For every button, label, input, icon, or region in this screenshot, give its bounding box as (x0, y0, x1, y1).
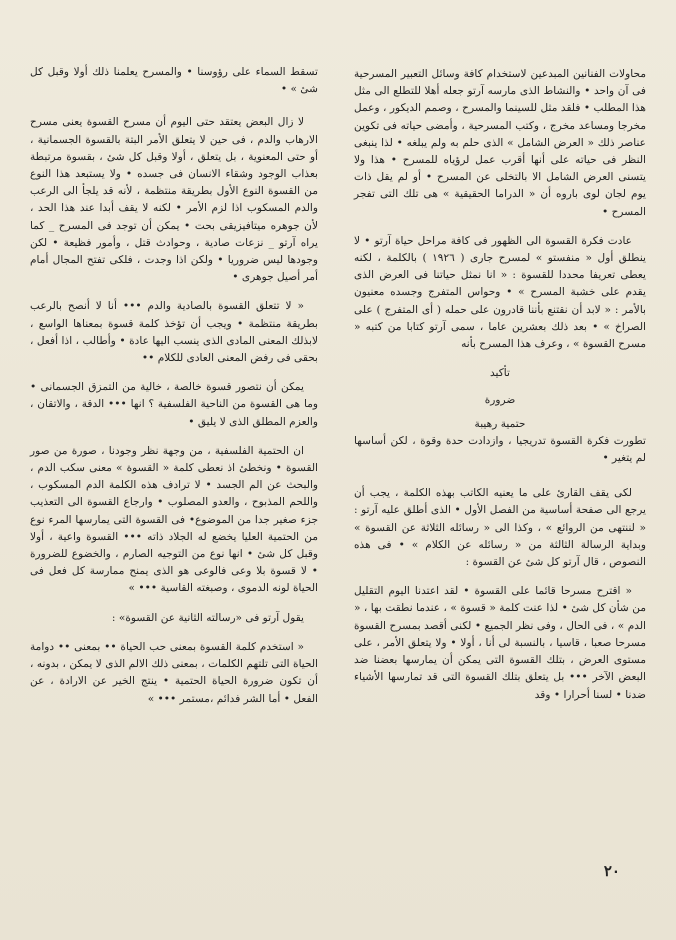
page-number: ٢٠ (603, 862, 620, 880)
right-column (354, 66, 646, 716)
paragraph: ان الحتمية الفلسفية ، من وجهة نظر وجودنا ، صورة من صور القسوة • ونخطئ اذ نعطى كلمة « القسوة » معنى سكب الدم ، والبحث عن الم الجسد • لا ترادف هذه الكلمة الدم المسكوب ، واللحم المذبوح ، والعدو المصلوب • وارجاع القسوة الى التعذيب جزء صغير جدا من الموضوع• فى القسوة التى يمارسها المرء نوع من الحتمية العليا يخضع له الجلاد ذاته ••• القسوة واعية ، أولا وقبل كل شئ • انها نوع من التوجيه الصارم ، والخضوع للضرورة • لا قسوة بلا وعى فالوعى هو الذى يمنح ممارسة كل فعل فى الحياة لونه الدموى ، وصبغته القاسية ••• » (30, 444, 318, 595)
paragraph: تطورت فكرة القسوة تدريجيا ، وازدادت حدة وقوة ، لكن أساسها لم يتغير • (354, 434, 646, 465)
paragraph: تسقط السماء على رؤوسنا • والمسرح يعلمنا ذلك أولا وقبل كل شئ » • (30, 66, 318, 96)
quotation: « اقترح مسرحا قائما على القسوة • لقد اعتدنا اليوم التقليل من شأن كل شئ • لذا عنت كلمة « قسوة » ، عندما نطقت بها ، « الدم » ، فى الحال ، وفى نظر الجميع • لكنى أقصد بمسرح القسوة مسرحا صعبا ، قاسيا ، بالنسبة لى أنا ، أولا • ولا يتعلق الأمر ، على مستوى العرض ، بتلك القسوة التى يمكن أن يمارسها بعضنا ضد البعض الآخر ••• بل يتعلق بتلك القسوة التى قد تمارسها الأشياء ضدنا • لسنا أحرارا • وقد (354, 585, 646, 701)
paragraph: يقول آرتو فى «رسالته الثانية عن القسوة» : (111, 611, 304, 624)
emphasis-word: تأكيد (490, 367, 510, 380)
paragraph: لا زال البعض يعتقد حتى اليوم أن مسرح القسوة يعنى مسرح الارهاب والدم ، فى حين لا يتعلق الأمر البتة بالقسوة الجسمانية ، أو حتى المعنوية ، بل يتعلق ، أولا وقبل كل شئ ، بقسوة مرتبطة بعذاب الوجود وشقاء الانسان فى جسده • ولا يستبعد هذا النوع من القسوة النوع الأول بطريقة منتظمة ، لأنه قد يلجأ الى الرعب والدم المسكوب اذا لزم الأمر • لكنه لا يقف أبدا عند هذا الحد ، لأن جوهره ميتافيزيقى بحت • يمكن أن توجد فى المسرح _ كما يراه آرتو _ نزعات صادية ، وحوادث قتل ، وأمور فظيعة • لكن وجودها ليس ضروريا • ولكن اذا وجدت ، فلكى تفتح المجال أمام أمر أصيل جوهرى • (30, 116, 318, 284)
paragraph: عادت فكرة القسوة الى الظهور فى كافة مراحل حياة آرتو • لا ينطلق أول « منفستو » لمسرح جارى ( ١٩٢٦ ) بالكلمة ، لكنه يعطى تعريفا محددا للقسوة : « انا نمثل حياتنا فى العرض الذى يقدم على خشبة المسرح » • وحواس المتفرج وجسده معنيون بالأمر : « لابد أن نقتنع بأننا قادرون على حمله ( أى المتفرج ) على الصراخ » • بعد ذلك بعشرين عاما ، سمى آرتو كتابا من كتبه « مسرح القسوة » ، وعرف هذا المسرح بأنه (354, 234, 646, 351)
emphasis-word: حتمية رهيبة (474, 417, 526, 430)
paragraph: محاولات الفنانين المبدعين لاستخدام كافة وسائل التعبير المسرحية فى آن واحد • والنشاط الذى مارسه آرتو جعله أهلا للتطلع الى مثل هذا المطلب • فلقد مثل للسينما والمسرح ، وصمم الديكور ، وعمل مخرجا ومساعد مخرج ، وكتب المسرحية ، وأمضى حياته فى تكوين عناصر ذلك « العرض الشامل » الذى حلم به ولم يبلغه • لذا ينبغى النظر فى حياته على أنها أقرب عمل لرؤياه للمسرح • هذا ولا يتسنى العرض الشامل الا بالتخلى عن المسرح • أو لم يقل ذات يوم لجان لوى باروه أن « الدراما الحقيقية » هى تلك التى تفجر المسرح • (354, 68, 646, 218)
emphasis-word: ضرورة (484, 394, 516, 407)
paragraph: لكى يقف القارئ على ما يعنيه الكاتب بهذه الكلمة ، يجب أن يرجع الى صفحة أساسية من الفصل الأول • الذى أطلق عليه آرتو : « لننتهى من الروائع » ، وكذا الى « رسائله الثلاثة عن القسوة » وبداية الرسالة الثالثة من « رسائله عن الكلام » • فى هذه النصوص ، قال آرتو كل شئ عن القسوة : (354, 487, 646, 569)
left-column (30, 64, 318, 720)
quotation: « لا تتعلق القسوة بالصادية والدم ••• أنا لا أنصح بالرعب بطريقة منتظمة • ويجب أن تؤخذ كلمة قسوة بمعناها الواسع ، لابذلك المعنى المادى الذى ينسب اليها عادة • وأطالب ، اذا أفعل ، بحقى فى رفض المعنى العادى للكلام •• (30, 300, 318, 365)
paragraph: يمكن أن نتصور قسوة خالصة ، خالية من التمزق الجسمانى • وما هى القسوة من الناحية الفلسفية ؟ انها ••• الدقة ، والاتقان ، والعزم المطلق الذى لا يليق • (30, 381, 318, 428)
quotation: « استخدم كلمة القسوة بمعنى حب الحياة •• بمعنى •• دوامة الحياة التى تلتهم الكلمات ، بمعنى ذلك الالم الذى لا يمكن ، بدونه ، أن تكون ضرورة الحياة الحتمية • ينتج الخير عن الارادة ، عن الفعل • أما الشر فدائم ،مستمر ••• » (30, 640, 318, 705)
